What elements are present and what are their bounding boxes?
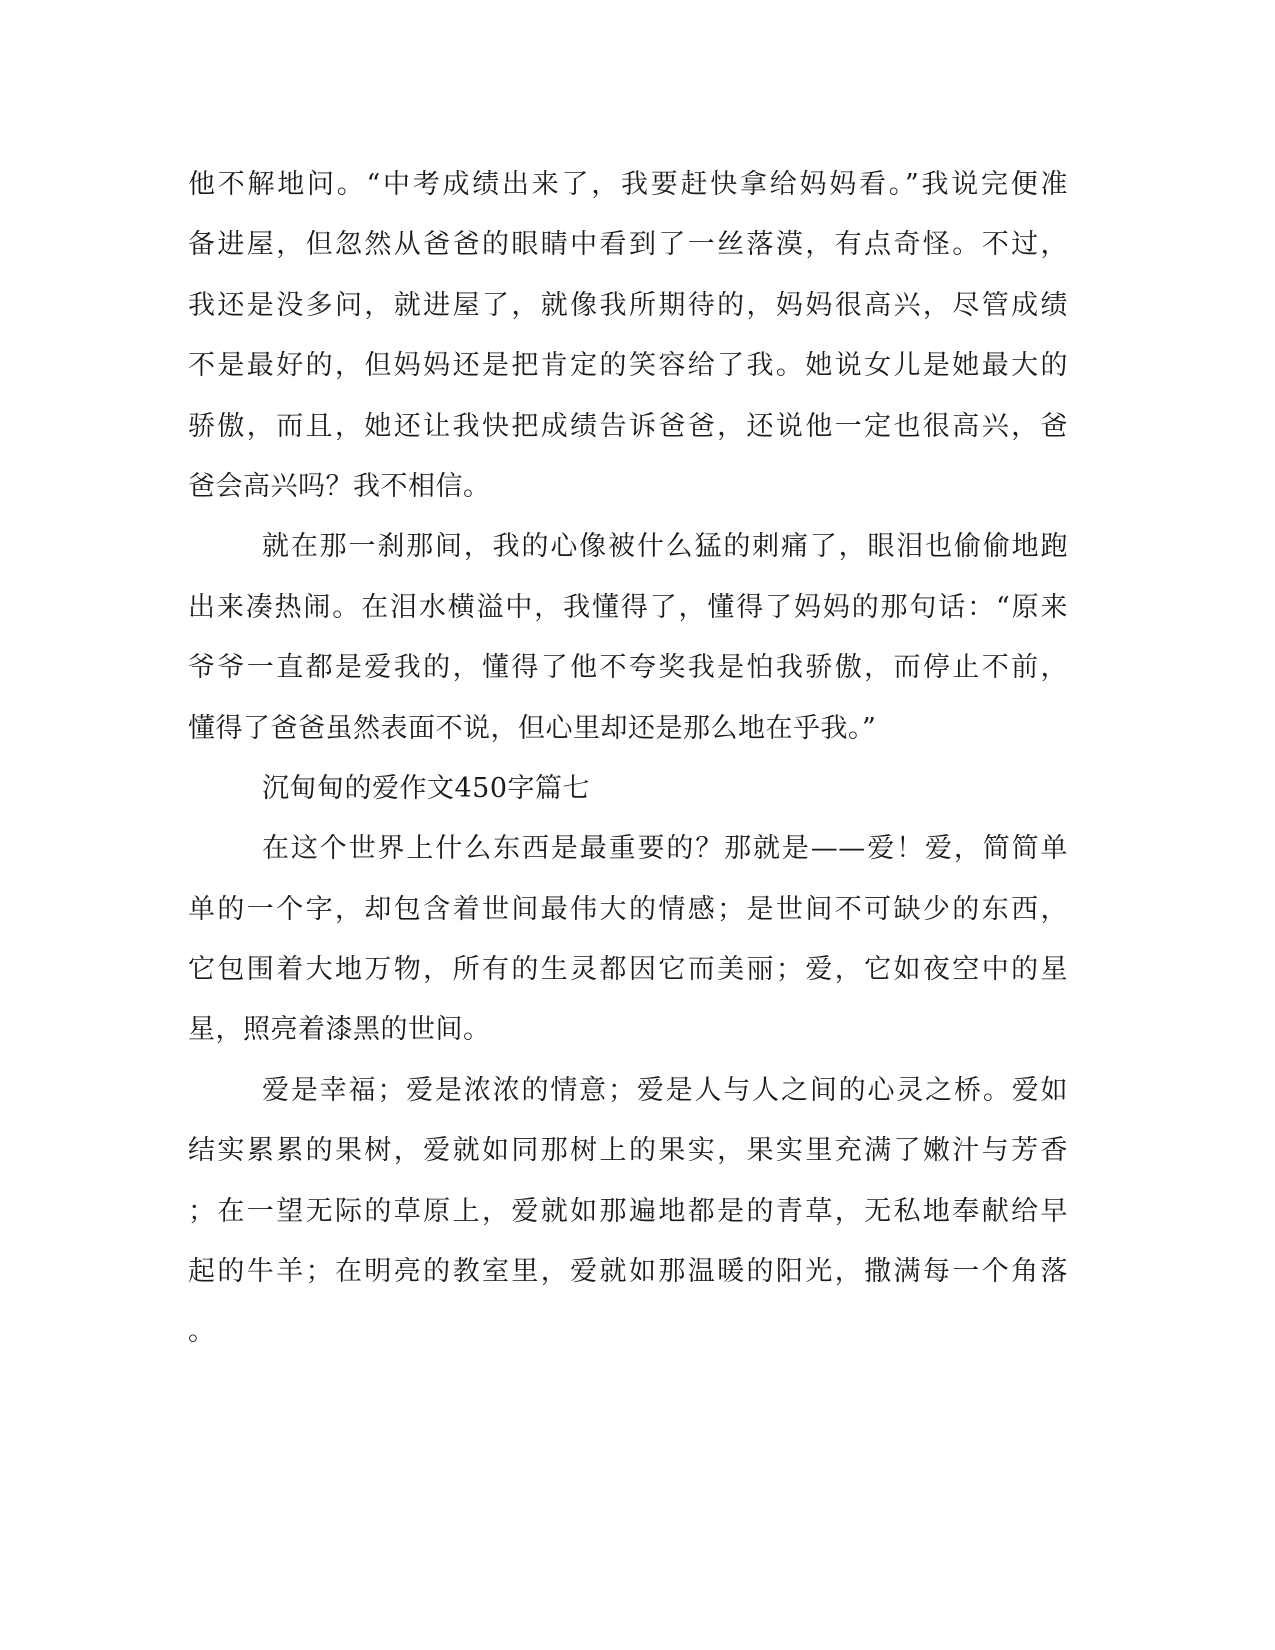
paragraph [188,155,1068,517]
text-line: 爱是幸福；爱是浓浓的情意；爱是人与人之间的心灵之桥。爱如 [262,1074,1068,1106]
paragraph [188,517,1068,759]
text-line: 就在那一刹那间，我的心像被什么猛的刺痛了，眼泪也偷偷地跑 [262,531,1068,563]
text-line: 出来凑热闹。在泪水横溢中，我懂得了，懂得了妈妈的那句话：“原来 [188,591,1068,623]
text-line: 他不解地问。“中考成绩出来了，我要赶快拿给妈妈看。”我说完便准 [188,169,1068,200]
text-line: 它包围着大地万物，所有的生灵都因它而美丽；爱，它如夜空中的星 [188,954,1068,986]
text-line: 爷爷一直都是爱我的，懂得了他不夸奖我是怕我骄傲，而停止不前， [188,652,1068,684]
text-line: ；在一望无际的草原上，爱就如那遍地都是的青草，无私地奉献给早 [188,1195,1068,1227]
section-heading [188,759,1068,819]
text-line: 爸会高兴吗？我不相信。 [188,470,491,502]
text-line: 懂得了爸爸虽然表面不说，但心里却还是那么地在乎我。” [188,712,877,744]
paragraph [188,1061,1068,1363]
text-line: 星，照亮着漆黑的世间。 [188,1014,491,1046]
text-line: 在这个世界上什么东西是最重要的？那就是——爱！爱，简简单 [262,833,1068,865]
text-line: 不是最好的，但妈妈还是把肯定的笑容给了我。她说女儿是她最大的 [188,350,1068,382]
text-line: 结实累累的果树，爱就如同那树上的果实，果实里充满了嫩汁与芳香 [188,1135,1068,1167]
text-line: 备进屋，但忽然从爸爸的眼睛中看到了一丝落漠，有点奇怪。不过， [188,229,1068,261]
text-line: 我还是没多问，就进屋了，就像我所期待的，妈妈很高兴，尽管成绩 [188,289,1068,321]
document-body [188,155,1068,1363]
text-line: 骄傲，而且，她还让我快把成绩告诉爸爸，还说他一定也很高兴，爸 [188,410,1068,442]
text-line: 起的牛羊；在明亮的教室里，爱就如那温暖的阳光，撒满每一个角落 [188,1256,1068,1288]
paragraph [188,819,1068,1061]
text-line: 。 [188,1316,216,1348]
text-line: 单的一个字，却包含着世间最伟大的情感；是世间不可缺少的东西， [188,893,1068,925]
heading-text: 沉甸甸的爱作文450字篇七 [262,772,591,804]
